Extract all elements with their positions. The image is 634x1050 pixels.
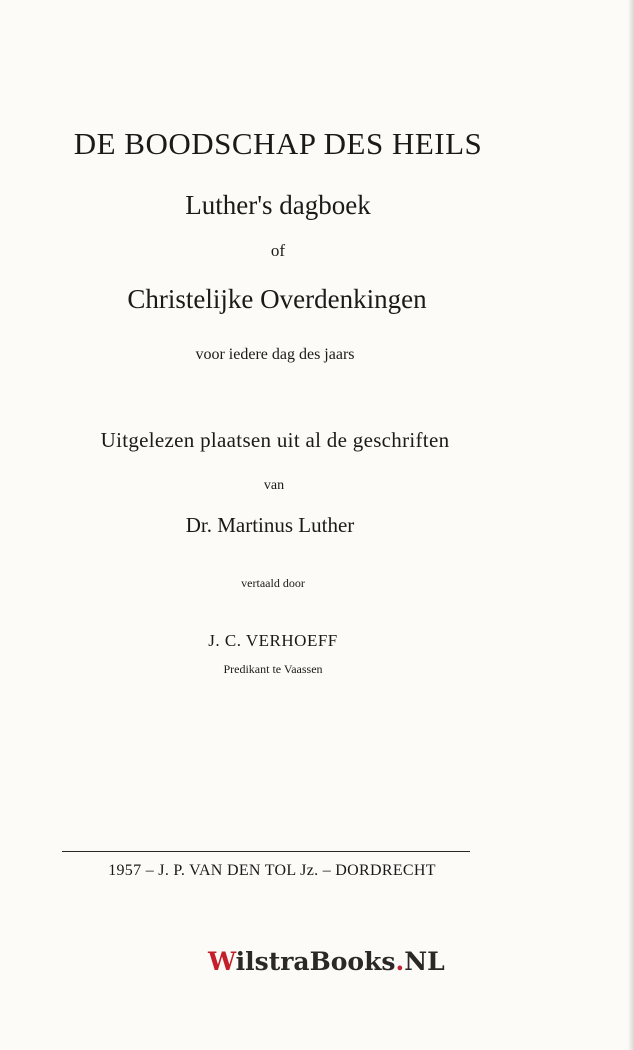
book-title: DE BOODSCHAP DES HEILS <box>73 126 483 161</box>
watermark-suffix: NL <box>404 947 445 976</box>
connector-van: van <box>263 478 285 493</box>
book-subtitle-2: Christelijke Overdenkingen <box>127 284 427 314</box>
imprint-rule <box>62 851 470 852</box>
page-edge-shadow <box>628 0 634 1050</box>
watermark-dot: . <box>395 947 405 976</box>
connector-of: of <box>270 241 286 260</box>
watermark <box>208 947 445 976</box>
author-name: Dr. Martinus Luther <box>185 513 355 537</box>
translator-role: Predikant te Vaassen <box>223 662 323 676</box>
watermark-first-letter: W <box>208 947 236 976</box>
translator-name: J. C. VERHOEFF <box>208 631 338 650</box>
book-tagline: voor iedere dag des jaars <box>195 346 355 363</box>
translated-by-label: vertaald door <box>241 576 305 590</box>
publisher-imprint: 1957 – J. P. VAN DEN TOL Jz. – DORDRECHT <box>108 862 436 879</box>
book-subtitle: Luther's dagboek <box>185 190 371 220</box>
selection-note: Uitgelezen plaatsen uit al de geschriften <box>100 428 450 452</box>
watermark-name: ilstraBooks <box>235 947 396 976</box>
